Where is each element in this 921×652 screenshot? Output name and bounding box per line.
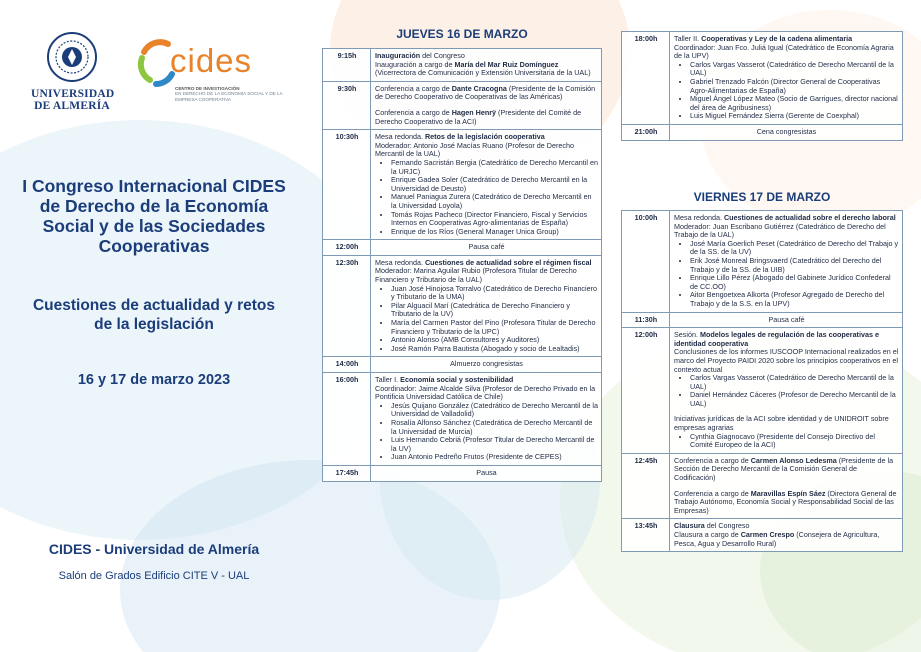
time-cell: 12:45h — [622, 453, 670, 519]
break-cell: Pausa café — [371, 240, 602, 256]
schedule-row — [622, 519, 903, 552]
time-cell: 10:30h — [323, 130, 371, 240]
speaker-item: • Daniel Hernández Cáceres (Profesor de Derecho Mercantil de la UAL) — [690, 391, 899, 408]
session-cell: Taller II. Cooperativas y Ley de la cadena alimentaria Coordinador: Juan Fco. Juliá Igual (Catedrático de Economía Agraria de la UPV) • Carlos Vargas Vasserot (Catedrático de Derecho Mercantil de la UAL) • Gabriel Trenzado Falcón (Director General de Cooperativas Agro-Alimentarias de España) • Miguel Ángel López Mateo (Socio de Garrigues, director nacional del área de Agribusiness) • Luis Miguel Fernández Sierra (Gerente de Coexphal) — [670, 32, 903, 125]
time-cell: 11:30h — [622, 312, 670, 328]
speaker-item: • Tomás Rojas Pacheco (Director Financiero, Fiscal y Servicios Internos en Cooperativas Agro-alimentarias de España) — [391, 211, 598, 228]
speaker-item: • Miguel Ángel López Mateo (Socio de Garrigues, director nacional del área de Agribusiness) — [690, 95, 899, 112]
speaker-item: • Rosalía Alfonso Sánchez (Catedrática de Derecho Mercantil de la Universidad de Murcia) — [391, 419, 598, 436]
session-cell: Mesa redonda. Cuestiones de actualidad sobre el derecho laboral Moderador: Juan Escribano Gutiérrez (Catedrático de Derecho del Trabajo de la UAL) • José María Goerlich Peset (Catedrático de Derecho del Trabajo y de la SS. de la UV) • Erik José Monreal Bringsvaerd (Catedrático del Derecho del Trabajo y de la SS. de la UIB) • Enrique Lillo Pérez (Abogado del Gabinete Jurídico Confederal de CC.OO) • Aitor Bengoetxea Alkorta (Profesor Agregado de Derecho del Trabajo y de la S.S. en la UPV) — [670, 211, 903, 313]
speaker-item: • Carlos Vargas Vasserot (Catedrático de Derecho Mercantil de la UAL) — [690, 61, 899, 78]
speaker-item: • Erik José Monreal Bringsvaerd (Catedrático del Derecho del Trabajo y de la SS. de la UIB) — [690, 257, 899, 274]
cides-logo — [136, 36, 286, 116]
venue-organizer: CIDES - Universidad de Almería — [48, 541, 260, 557]
break-cell: Pausa — [371, 465, 602, 481]
time-cell: 12:00h — [323, 240, 371, 256]
schedule-row — [323, 81, 602, 129]
speaker-item: • María del Carmen Pastor del Pino (Profesora Titular de Derecho Financiero y Tributario de la UPC) — [391, 319, 598, 336]
time-cell: 9:30h — [323, 81, 371, 129]
break-cell: Pausa café — [670, 312, 903, 328]
session-cell: Inauguración del Congreso Inauguración a cargo de María del Mar Ruiz Domínguez (Vicerrectora de Comunicación y Extensión Universitaria de la UAL) — [371, 49, 602, 82]
speaker-item: • Cynthia Giagnocavo (Presidente del Consejo Directivo del Comité Europeo de la ACI) — [690, 433, 899, 450]
time-cell: 17:45h — [323, 465, 371, 481]
speaker-item: • Carlos Vargas Vasserot (Catedrático de Derecho Mercantil de la UAL) — [690, 374, 899, 391]
time-cell: 18:00h — [622, 32, 670, 125]
speaker-item: • Luis Miguel Fernández Sierra (Gerente de Coexphal) — [690, 112, 899, 121]
speaker-item: • José Ramón Parra Bautista (Abogado y socio de Lealtadis) — [391, 345, 598, 354]
title-panel — [0, 0, 306, 652]
schedule-row — [323, 373, 602, 466]
time-cell: 13:45h — [622, 519, 670, 552]
congress-dates: 16 y 17 de marzo 2023 — [77, 372, 231, 388]
session-cell: Conferencia a cargo de Dante Cracogna (Presidente de la Comisión de Derecho Cooperativo de Cooperativas de las Américas) Conferencia a cargo de Hagen Henrÿ (Presidente del Comité de Derecho Cooperativo de la ACI) — [371, 81, 602, 129]
speaker-item: • Manuel Paniagua Zurera (Catedrático de Derecho Mercantil en la Universidad Loyola) — [391, 193, 598, 210]
schedule-row — [323, 49, 602, 82]
speaker-item: • Antonio Alonso (AMB Consultores y Auditores) — [391, 336, 598, 345]
schedule-row — [323, 357, 602, 373]
schedule-row — [323, 240, 602, 256]
break-cell: Cena congresistas — [670, 124, 903, 140]
time-cell: 12:00h — [622, 328, 670, 454]
congress-subtitle: Cuestiones de actualidad y retos de la legislación — [32, 297, 276, 333]
time-cell: 9:15h — [323, 49, 371, 82]
speaker-item: • Luis Hernando Cebriá (Profesor Titular de Derecho Mercantil de la UV) — [391, 436, 598, 453]
session-cell: Mesa redonda. Cuestiones de actualidad sobre el régimen fiscal Moderador: Marina Aguilar Rubio (Profesora Titular de Derecho Financiero y Tributario de la UAL) • Juan José Hinojosa Torralvo (Catedrático de Derecho Financiero y Tributario de la UMA) • Pilar Alguacil Marí (Catedrática de Derecho Financiero y Tributario de la UV) • María del Carmen Pastor del Pino (Profesora Titular de Derecho Financiero y Tributario de la UPC) • Antonio Alonso (AMB Consultores y Auditores) • José Ramón Parra Bautista (Abogado y socio de Lealtadis) — [371, 255, 602, 357]
day2-heading: VIERNES 17 DE MARZO — [693, 190, 831, 204]
university-name-line2: DE ALMERÍA — [34, 100, 110, 112]
schedule-row — [622, 328, 903, 454]
speaker-item: • Jesús Quijano González (Catedrático de Derecho Mercantil de la Universidad de Valladolid) — [391, 402, 598, 419]
speaker-item: • José María Goerlich Peset (Catedrático de Derecho del Trabajo y de la SS. de la UV) — [690, 240, 899, 257]
speaker-item: • Enrique Lillo Pérez (Abogado del Gabinete Jurídico Confederal de CC.OO) — [690, 274, 899, 291]
time-cell: 21:00h — [622, 124, 670, 140]
time-cell: 14:00h — [323, 357, 371, 373]
schedule-row — [323, 465, 602, 481]
speaker-item: • Juan José Hinojosa Torralvo (Catedrático de Derecho Financiero y Tributario de la UMA) — [391, 285, 598, 302]
university-logo — [31, 32, 113, 112]
day2-schedule — [621, 210, 903, 552]
day1-evening-schedule — [621, 31, 903, 141]
speaker-item: • Aitor Bengoetxea Alkorta (Profesor Agregado de Derecho del Trabajo y de la S.S. en la UPV) — [690, 291, 899, 308]
schedule-row — [622, 32, 903, 125]
schedule-row — [622, 124, 903, 140]
session-cell: Sesión. Modelos legales de regulación de las cooperativas e identidad cooperativa Conclusiones de los informes IUSCOOP Internacional realizados en el marco del Proyecto PAIDI 2020 sobre los principios cooperativos en el contexto actual • Carlos Vargas Vasserot (Catedrático de Derecho Mercantil de la UAL) • Daniel Hernández Cáceres (Profesor de Derecho Mercantil de la UAL) Iniciativas jurídicas de la ACI sobre identidad y de UNIDROIT sobre empresas agrarias • Cynthia Giagnocavo (Presidente del Consejo Directivo del Comité Europeo de la ACI) — [670, 328, 903, 454]
session-cell: Taller I. Economía social y sostenibilidad Coordinador: Jaime Alcalde Silva (Profesor de Derecho Privado en la Pontificia Universidad Católica de Chile) • Jesús Quijano González (Catedrático de Derecho Mercantil de la Universidad de Valladolid) • Rosalía Alfonso Sánchez (Catedrática de Derecho Mercantil de la Universidad de Murcia) • Luis Hernando Cebriá (Profesor Titular de Derecho Mercantil de la UV) • Juan Antonio Pedreño Frutos (Presidente de CEPES) — [371, 373, 602, 466]
venue-location: Salón de Grados Edificio CITE V - UAL — [58, 570, 250, 582]
schedule-row — [622, 211, 903, 313]
speaker-item: • Pilar Alguacil Marí (Catedrática de Derecho Financiero y Tributario de la UV) — [391, 302, 598, 319]
cides-wordmark: cides — [170, 42, 253, 79]
speaker-item: • Enrique de los Ríos (General Manager Unica Group) — [391, 228, 598, 237]
speaker-item: • Juan Antonio Pedreño Frutos (Presidente de CEPES) — [391, 453, 598, 462]
university-name-line1: UNIVERSIDAD — [31, 88, 115, 100]
session-cell: Clausura del Congreso Clausura a cargo de Carmen Crespo (Consejera de Agricultura, Pesca, Agua y Desarrollo Rural) — [670, 519, 903, 552]
schedule-row — [323, 130, 602, 240]
speaker-item: • Enrique Gadea Soler (Catedrático de Derecho Mercantil en la Universidad de Deusto) — [391, 176, 598, 193]
cides-tagline: CENTRO DE INVESTIGACIÓN EN DERECHO DE LA ECONOMÍA SOCIAL Y DE LA EMPRESA COOPERATIVA — [175, 86, 283, 102]
time-cell: 12:30h — [323, 255, 371, 357]
session-cell: Mesa redonda. Retos de la legislación cooperativa Moderador: Antonio José Macías Ruano (Profesor de Derecho Mercantil de la UAL) • Fernando Sacristán Bergia (Catedrático de Derecho Mercantil en la URJC) • Enrique Gadea Soler (Catedrático de Derecho Mercantil en la Universidad de Deusto) • Manuel Paniagua Zurera (Catedrático de Derecho Mercantil en la Universidad Loyola) • Tomás Rojas Pacheco (Director Financiero, Fiscal y Servicios Internos en Cooperativas Agro-alimentarias de España) • Enrique de los Ríos (General Manager Unica Group) — [371, 130, 602, 240]
time-cell: 10:00h — [622, 211, 670, 313]
university-seal-icon — [47, 32, 97, 82]
schedule-row — [323, 255, 602, 357]
break-cell: Almuerzo congresistas — [371, 357, 602, 373]
session-cell: Conferencia a cargo de Carmen Alonso Ledesma (Presidente de la Sección de Derecho Mercantil de la Comisión General de Codificación) Conferencia a cargo de Maravillas Espín Sáez (Directora General de Trabajo Autónomo, Economía Social y Responsabilidad Social de las Empresas) — [670, 453, 903, 519]
day1-heading: JUEVES 16 DE MARZO — [396, 27, 528, 41]
schedule-row — [622, 453, 903, 519]
time-cell: 16:00h — [323, 373, 371, 466]
day1-schedule — [322, 48, 602, 482]
congress-title: I Congreso Internacional CIDES de Derecho de la Economía Social y de las Sociedades Cooperativas — [22, 176, 286, 256]
speaker-item: • Fernando Sacristán Bergia (Catedrático de Derecho Mercantil en la URJC) — [391, 159, 598, 176]
speaker-item: • Gabriel Trenzado Falcón (Director General de Cooperativas Agro-Alimentarias de España) — [690, 78, 899, 95]
schedule-row — [622, 312, 903, 328]
